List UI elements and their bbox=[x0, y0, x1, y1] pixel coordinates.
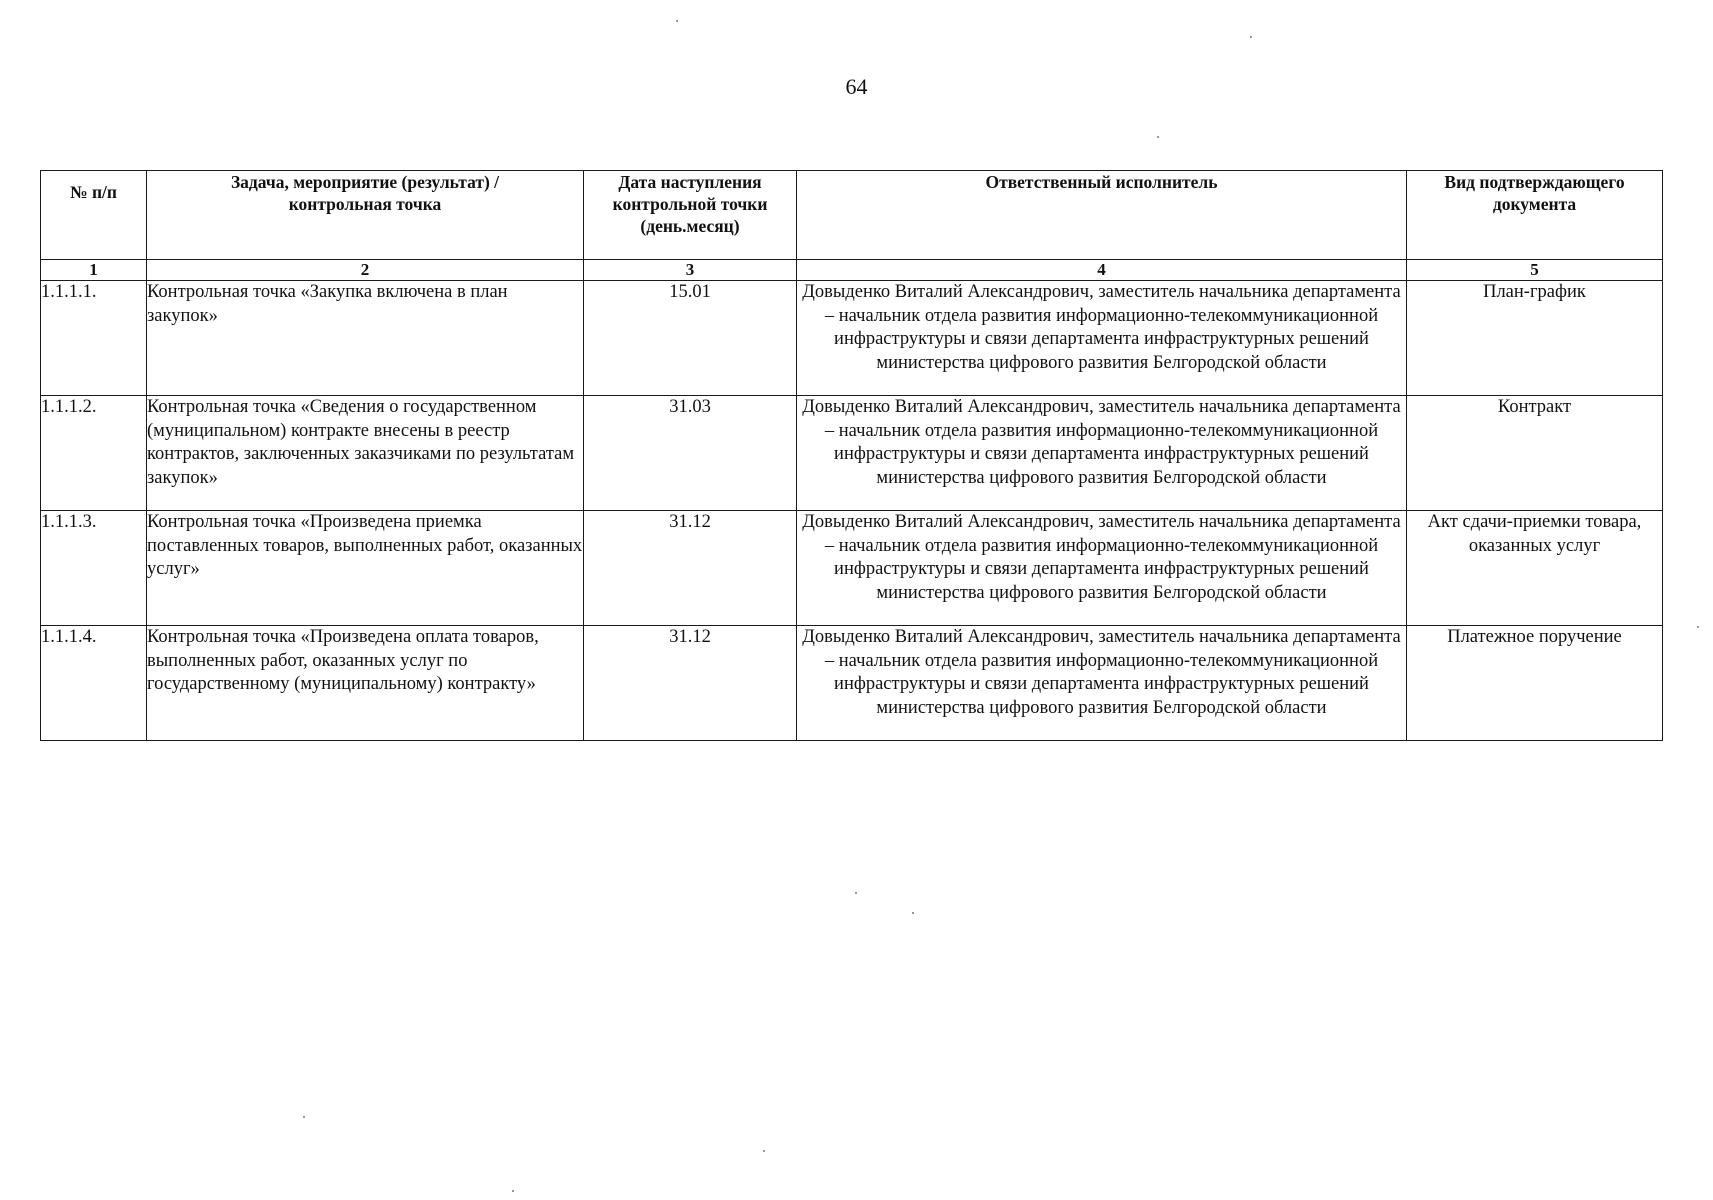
header-number: № п/п bbox=[41, 171, 147, 260]
column-number: 2 bbox=[147, 260, 584, 281]
task-cell: Контрольная точка «Произведена оплата товаров, выполненных работ, оказанных услуг по государственному (муниципальному) контракту» bbox=[147, 626, 584, 741]
header-responsible: Ответственный исполнитель bbox=[797, 171, 1407, 260]
responsible-cell: Довыденко Виталий Александрович, заместитель начальника департамента – начальник отдела развития информационно-телекоммуникационной инфраструктуры и связи департамента инфраструктурных решений министерства цифрового развития Белгородской области bbox=[797, 396, 1407, 511]
scan-speck bbox=[855, 892, 857, 894]
header-task: Задача, мероприятие (результат) / контрольная точка bbox=[147, 171, 584, 260]
responsible-cell: Довыденко Виталий Александрович, заместитель начальника департамента – начальник отдела развития информационно-телекоммуникационной инфраструктуры и связи департамента инфраструктурных решений министерства цифрового развития Белгородской области bbox=[797, 626, 1407, 741]
scan-speck bbox=[1157, 136, 1159, 138]
task-cell: Контрольная точка «Произведена приемка поставленных товаров, выполненных работ, оказанных услуг» bbox=[147, 511, 584, 626]
column-numbers-row bbox=[41, 260, 1663, 281]
date-cell: 31.12 bbox=[584, 511, 797, 626]
header-document-type: Вид подтверждающего документа bbox=[1407, 171, 1663, 260]
table-header-row bbox=[41, 171, 1663, 260]
row-number: 1.1.1.1. bbox=[41, 281, 147, 396]
scan-speck bbox=[1250, 36, 1252, 38]
document-type-cell: Акт сдачи-приемки товара, оказанных услуг bbox=[1407, 511, 1663, 626]
table-row bbox=[41, 626, 1663, 741]
table-row bbox=[41, 281, 1663, 396]
column-number: 3 bbox=[584, 260, 797, 281]
date-cell: 31.12 bbox=[584, 626, 797, 741]
column-number: 1 bbox=[41, 260, 147, 281]
document-type-cell: Платежное поручение bbox=[1407, 626, 1663, 741]
page-number: 64 bbox=[845, 74, 868, 99]
table-row bbox=[41, 511, 1663, 626]
document-type-cell: Контракт bbox=[1407, 396, 1663, 511]
column-number: 4 bbox=[797, 260, 1407, 281]
scan-speck bbox=[512, 1190, 514, 1192]
row-number: 1.1.1.2. bbox=[41, 396, 147, 511]
row-number: 1.1.1.3. bbox=[41, 511, 147, 626]
document-type-cell: План-график bbox=[1407, 281, 1663, 396]
control-points-table bbox=[40, 170, 1663, 741]
responsible-cell: Довыденко Виталий Александрович, заместитель начальника департамента – начальник отдела развития информационно-телекоммуникационной инфраструктуры и связи департамента инфраструктурных решений министерства цифрового развития Белгородской области bbox=[797, 511, 1407, 626]
table-row bbox=[41, 396, 1663, 511]
column-number: 5 bbox=[1407, 260, 1663, 281]
header-date: Дата наступления контрольной точки (день.месяц) bbox=[584, 171, 797, 260]
scan-speck bbox=[912, 912, 914, 914]
task-cell: Контрольная точка «Закупка включена в план закупок» bbox=[147, 281, 584, 396]
task-cell: Контрольная точка «Сведения о государственном (муниципальном) контракте внесены в реестр контрактов, заключенных заказчиками по результатам закупок» bbox=[147, 396, 584, 511]
date-cell: 15.01 bbox=[584, 281, 797, 396]
scan-speck bbox=[763, 1150, 765, 1152]
responsible-cell: Довыденко Виталий Александрович, заместитель начальника департамента – начальник отдела развития информационно-телекоммуникационной инфраструктуры и связи департамента инфраструктурных решений министерства цифрового развития Белгородской области bbox=[797, 281, 1407, 396]
scan-speck bbox=[676, 20, 678, 22]
scan-speck bbox=[1697, 626, 1699, 628]
row-number: 1.1.1.4. bbox=[41, 626, 147, 741]
date-cell: 31.03 bbox=[584, 396, 797, 511]
scan-speck bbox=[303, 1116, 305, 1118]
